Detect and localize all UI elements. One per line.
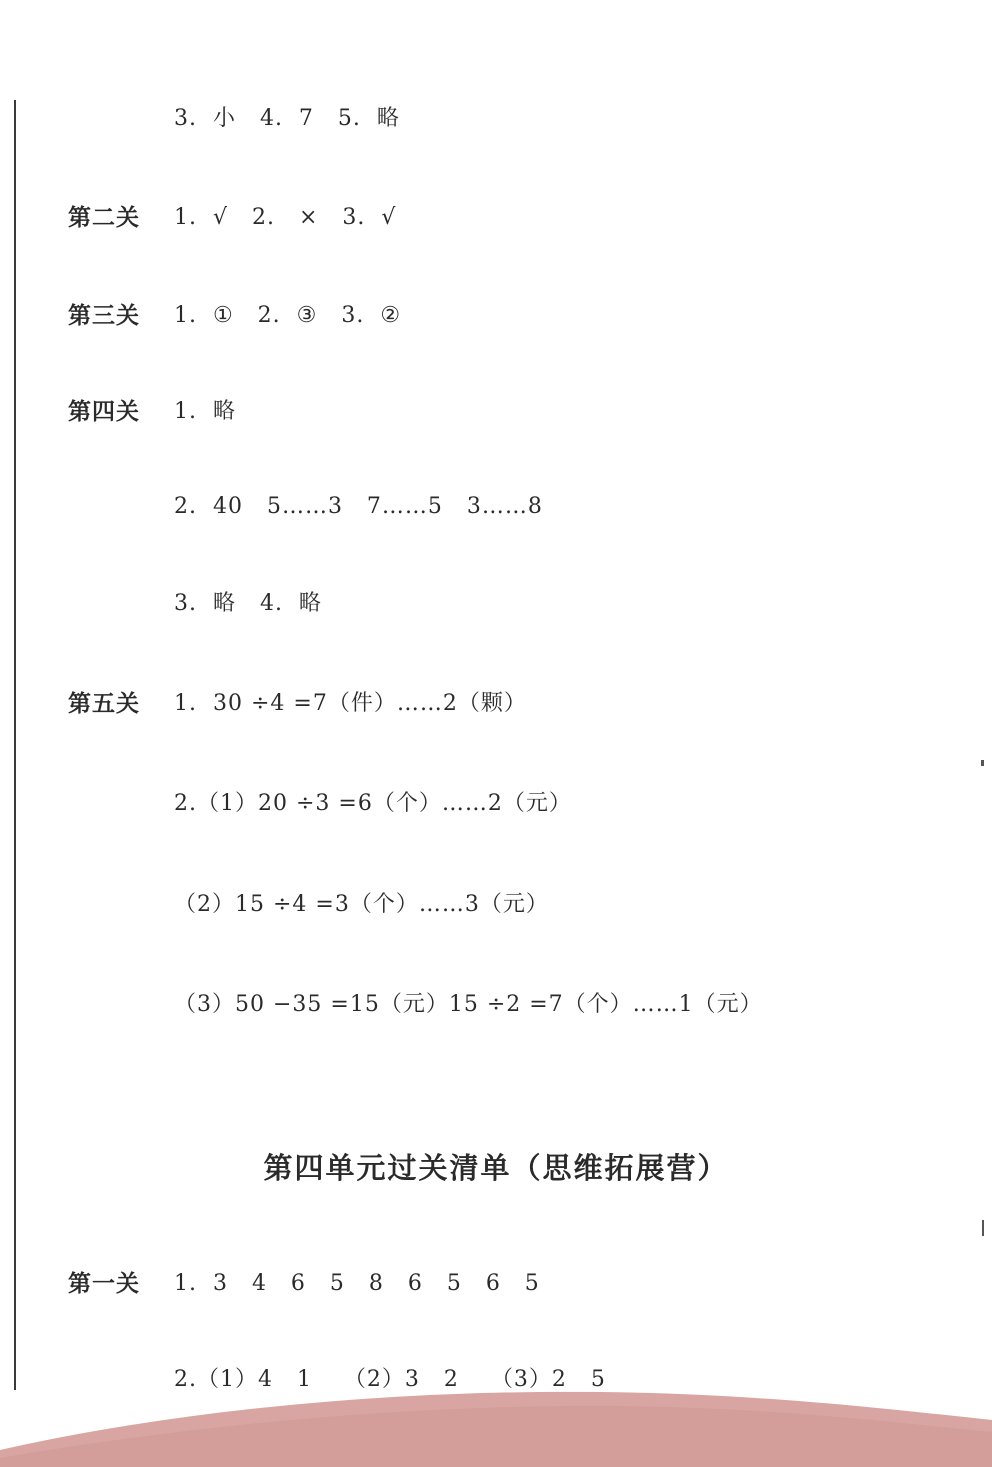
answer-text: 1. 略	[174, 399, 236, 424]
answer-text: 2.（1）20 ÷3 =6（个）……2（元）	[174, 791, 572, 816]
answer-text: 1. ① 2. ③ 3. ②	[174, 303, 402, 328]
level-label: 第二关	[68, 205, 140, 231]
answer-text: 1. √ 2. × 3. √	[174, 205, 397, 230]
level-label: 第四关	[68, 399, 140, 425]
page-margin-rule	[14, 100, 16, 1390]
level-label: 第五关	[68, 691, 140, 717]
answer-text: 2. 40 5……3 7……5 3……8	[174, 494, 543, 519]
answer-text: 3. 小 4. 7 5. 略	[174, 106, 400, 131]
edge-mark	[981, 760, 984, 766]
answer-text: 1. 3 4 6 5 8 6 5 6 5	[174, 1271, 540, 1296]
section-heading: 第四单元过关清单（思维拓展营）	[263, 1151, 729, 1185]
answer-text: 2.（1）4 1 （2）3 2 （3）2 5	[174, 1367, 606, 1392]
answer-text: 1. 30 ÷4 =7（件）……2（颗）	[174, 691, 527, 716]
level-label: 第一关	[68, 1271, 140, 1297]
level-label: 第三关	[68, 303, 140, 329]
edge-mark	[982, 1220, 984, 1236]
footer-decoration	[0, 1390, 992, 1467]
answer-text: （3）50 −35 =15（元）15 ÷2 =7（个）……1（元）	[174, 992, 763, 1017]
answer-text: （2）15 ÷4 =3（个）……3（元）	[174, 892, 549, 917]
answer-text: 3. 略 4. 略	[174, 591, 322, 616]
